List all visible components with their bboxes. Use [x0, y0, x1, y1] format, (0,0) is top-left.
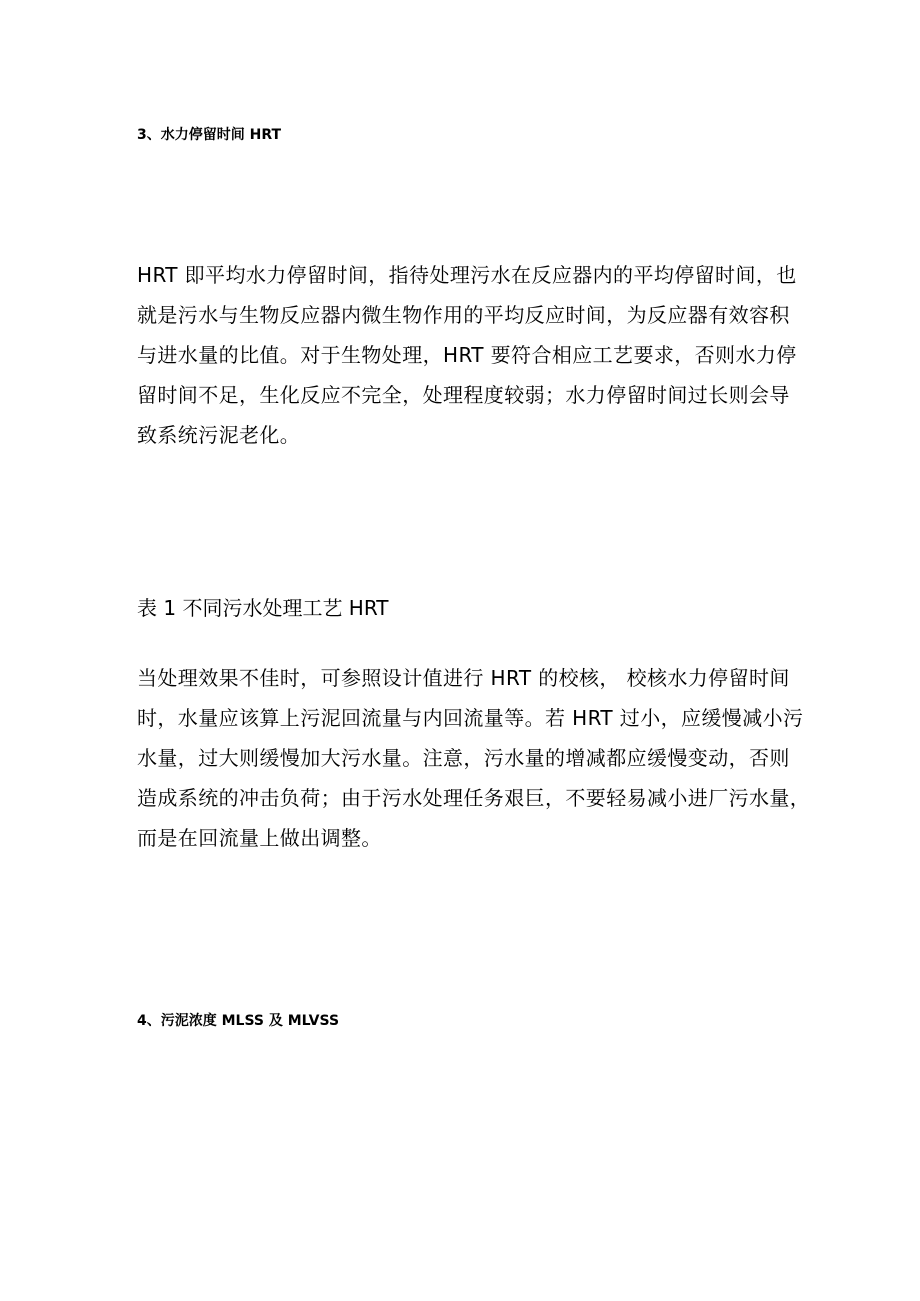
hrt-adjustment-paragraph: [137, 658, 811, 858]
paragraph-line: 就是污水与生物反应器内微生物作用的平均反应时间，为反应器有效容积: [137, 303, 790, 327]
paragraph-line: 时，水量应该算上污泥回流量与内回流量等。若 HRT 过小，应缓慢减小污: [137, 706, 804, 730]
paragraph-line: 水量，过大则缓慢加大污水量。注意，污水量的增减都应缓慢变动，否则: [137, 746, 790, 770]
paragraph-line: 与进水量的比值。对于生物处理，HRT 要符合相应工艺要求，否则水力停: [137, 343, 797, 367]
section-4-heading: 4、污泥浓度 MLSS 及 MLVSS: [137, 1013, 340, 1029]
hrt-definition-paragraph: [137, 255, 797, 455]
paragraph-line: HRT 即平均水力停留时间，指待处理污水在反应器内的平均停留时间，也: [137, 263, 797, 287]
paragraph-line: 致系统污泥老化。: [137, 423, 301, 447]
table-1-caption: 表 1 不同污水处理工艺 HRT: [137, 596, 389, 620]
paragraph-line: 留时间不足，生化反应不完全，处理程度较弱；水力停留时间过长则会导: [137, 383, 790, 407]
paragraph-line: 当处理效果不佳时，可参照设计值进行 HRT 的校核， 校核水力停留时间: [137, 666, 790, 690]
paragraph-line: 造成系统的冲击负荷；由于污水处理任务艰巨，不要轻易减小进厂污水量，: [137, 786, 811, 810]
section-3-heading: 3、水力停留时间 HRT: [137, 127, 282, 143]
paragraph-line: 而是在回流量上做出调整。: [137, 826, 382, 850]
